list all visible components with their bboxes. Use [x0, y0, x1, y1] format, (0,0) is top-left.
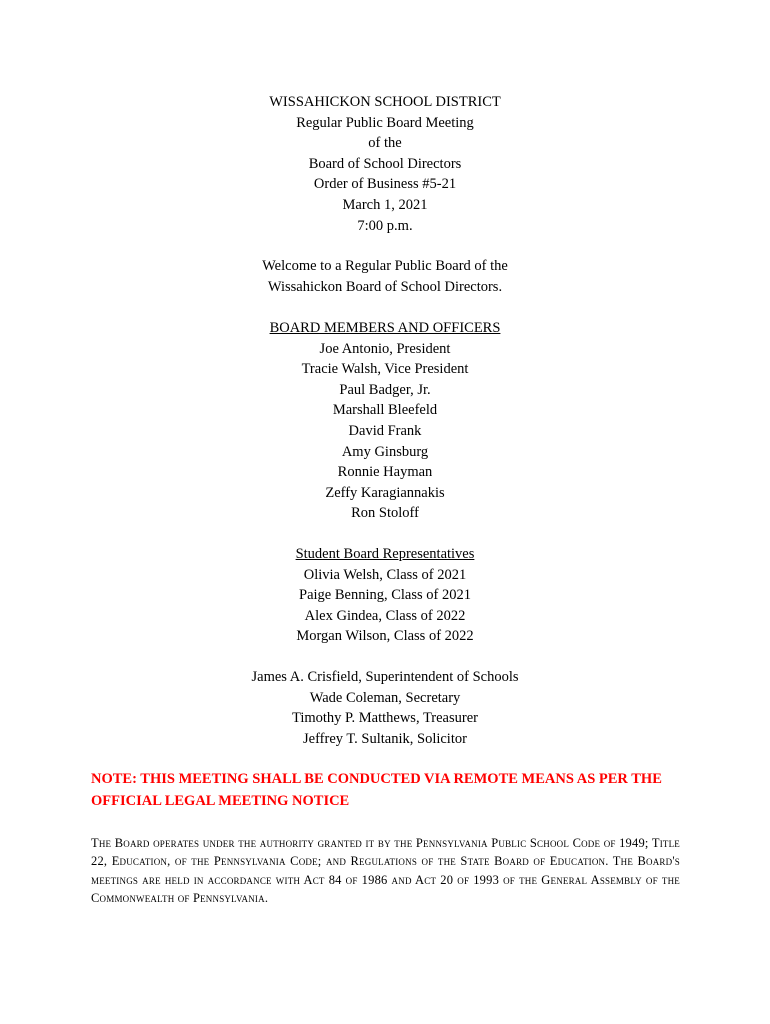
- board-member: Ron Stoloff: [351, 505, 419, 522]
- district-officer: James A. Crisfield, Superintendent of Schools: [251, 669, 519, 685]
- district-officers-section: [0, 667, 770, 749]
- meeting-date: March 1, 2021: [342, 196, 428, 213]
- board-member: Joe Antonio, President: [319, 340, 451, 357]
- meeting-time: 7:00 p.m.: [357, 217, 413, 234]
- remote-meeting-note: NOTE: THIS MEETING SHALL BE CONDUCTED VIA REMOTE MEANS AS PER THE OFFICIAL LEGAL MEETING NOTICE: [91, 771, 662, 809]
- student-representatives-section: [0, 544, 770, 647]
- student-representative: Paige Benning, Class of 2021: [299, 587, 471, 604]
- welcome-line: Welcome to a Regular Public Board of the: [262, 258, 508, 274]
- student-representatives-heading: Student Board Representatives: [295, 546, 475, 562]
- district-name: WISSAHICKON SCHOOL DISTRICT: [269, 94, 501, 110]
- board-member: David Frank: [348, 422, 422, 439]
- district-officer: Jeffrey T. Sultanik, Solicitor: [303, 730, 467, 747]
- board-member: Tracie Walsh, Vice President: [301, 361, 469, 378]
- header-of-the: of the: [368, 135, 402, 152]
- order-of-business: Order of Business #5-21: [313, 176, 457, 193]
- district-officer: Wade Coleman, Secretary: [309, 689, 461, 706]
- board-member: Ronnie Hayman: [337, 464, 433, 481]
- board-name: Board of School Directors: [308, 155, 462, 172]
- welcome-message: [0, 256, 770, 297]
- board-member: Amy Ginsburg: [341, 443, 429, 460]
- meeting-type: Regular Public Board Meeting: [296, 114, 474, 131]
- board-authority-statement: The Board operates under the authority granted it by the Pennsylvania Public School Code of 1949; Title 22, Education, of the Pennsylvania Code; and Regulations of the State Board of Education. The Board's meetings are held in accordance with Act 84 of 1986 and Act 20 of 1993 of the General Assembly of the Commonwealth of Pennsylvania.: [91, 836, 680, 905]
- meeting-header: [0, 92, 770, 236]
- student-representative: Alex Gindea, Class of 2022: [304, 607, 466, 624]
- district-officer: Timothy P. Matthews, Treasurer: [292, 710, 478, 727]
- board-member: Paul Badger, Jr.: [339, 381, 431, 398]
- board-members-section: [0, 318, 770, 524]
- board-member: Zeffy Karagiannakis: [325, 484, 445, 501]
- student-representative: Morgan Wilson, Class of 2022: [296, 628, 474, 645]
- board-members-heading: BOARD MEMBERS AND OFFICERS: [269, 320, 501, 336]
- student-representative: Olivia Welsh, Class of 2021: [303, 566, 467, 583]
- welcome-line: Wissahickon Board of School Directors.: [267, 278, 503, 295]
- board-member: Marshall Bleefeld: [332, 402, 438, 419]
